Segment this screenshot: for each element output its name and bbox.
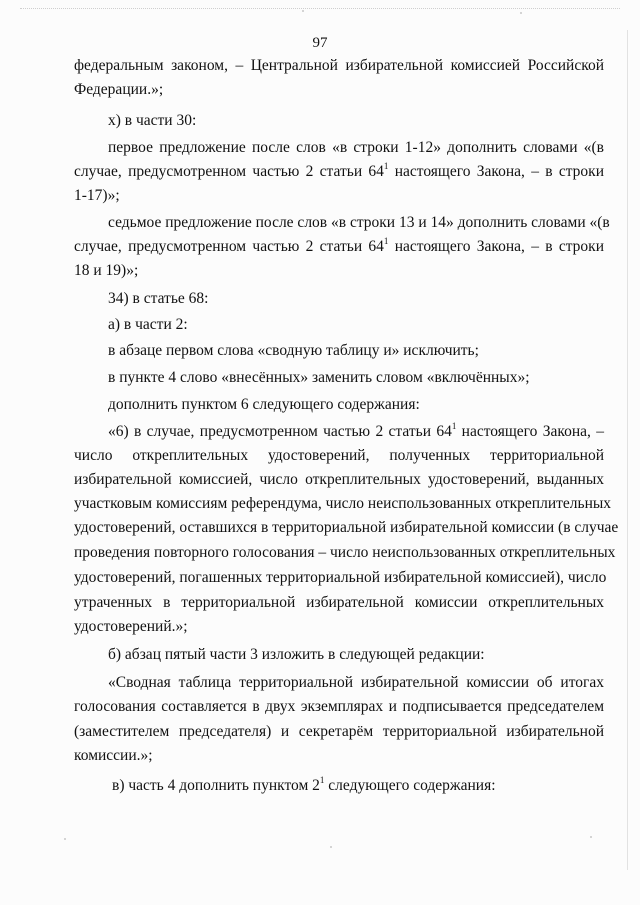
text-line: в абзаце первом слова «сводную таблицу и» исключить; (108, 342, 479, 359)
text-line: а) в части 2: (108, 316, 188, 333)
text-line: комиссии.»; (74, 747, 153, 764)
text-line: удостоверений, оставшихся в территориальной избирательной комиссии (в случае (74, 519, 619, 536)
page-number: 97 (312, 35, 328, 51)
text-line: 18 и 19)»; (74, 262, 139, 279)
text-line: в) часть 4 дополнить пунктом $2^1$ следующего содержания: (112, 775, 496, 794)
scan-speck (330, 846, 332, 848)
text-line: (заместителем председателя) и секретарём территориальной избирательной (74, 723, 604, 740)
text-line: «Сводная таблица территориальной избирательной комиссии об итогах (108, 674, 604, 691)
text-line: в пункте 4 слово «внесённых» заменить словом «включённых»; (108, 369, 530, 386)
text-line: 34) в статье 68: (108, 290, 209, 307)
scan-speck (64, 838, 66, 840)
scan-speck (520, 12, 522, 14)
text-line: случае, предусмотренном частью 2 статьи $64^1$ настоящего Закона, – в строки (74, 236, 604, 255)
text-line: голосования составляется в двух экземплярах и подписывается председателем (74, 698, 604, 715)
text-line: седьмое предложение после слов «в строки 13 и 14» дополнить словами «(в (108, 214, 610, 231)
text-line: Федерации.»; (74, 81, 164, 98)
text-line: федеральным законом, – Центральной избирательной комиссией Российской (74, 57, 604, 74)
text-line: случае, предусмотренном частью 2 статьи $64^1$ настоящего Закона, – в строки (74, 161, 604, 180)
text-line: б) абзац пятый части 3 изложить в следующей редакции: (108, 646, 485, 663)
scan-speck (302, 10, 304, 12)
text-line: участковым комиссиям референдума, число неиспользованных откреплительных (74, 495, 612, 512)
text-line: х) в части 30: (108, 112, 197, 129)
text-line: первое предложение после слов «в строки 1-12» дополнить словами «(в (108, 139, 604, 156)
text-line: «6) в случае, предусмотренном частью 2 статьи $64^1$ настоящего Закона, – (108, 421, 605, 440)
text-line: утраченных в территориальной избирательной комиссии откреплительных (74, 594, 604, 611)
text-line: 1-17)»; (74, 187, 120, 204)
scan-speck (590, 836, 592, 838)
text-line: удостоверений.»; (74, 618, 188, 635)
text-line: число откреплительных удостоверений, полученных территориальной (74, 447, 604, 464)
scan-top-edge (20, 8, 620, 9)
text-line: избирательной комиссией, число откреплительных удостоверений, выданных (74, 471, 604, 488)
text-line: проведения повторного голосования – число неиспользованных откреплительных (74, 544, 616, 561)
text-line: удостоверений, погашенных территориальной избирательной комиссией), число (74, 569, 607, 586)
scan-right-edge (627, 30, 628, 870)
text-line: дополнить пунктом 6 следующего содержания: (108, 396, 420, 413)
